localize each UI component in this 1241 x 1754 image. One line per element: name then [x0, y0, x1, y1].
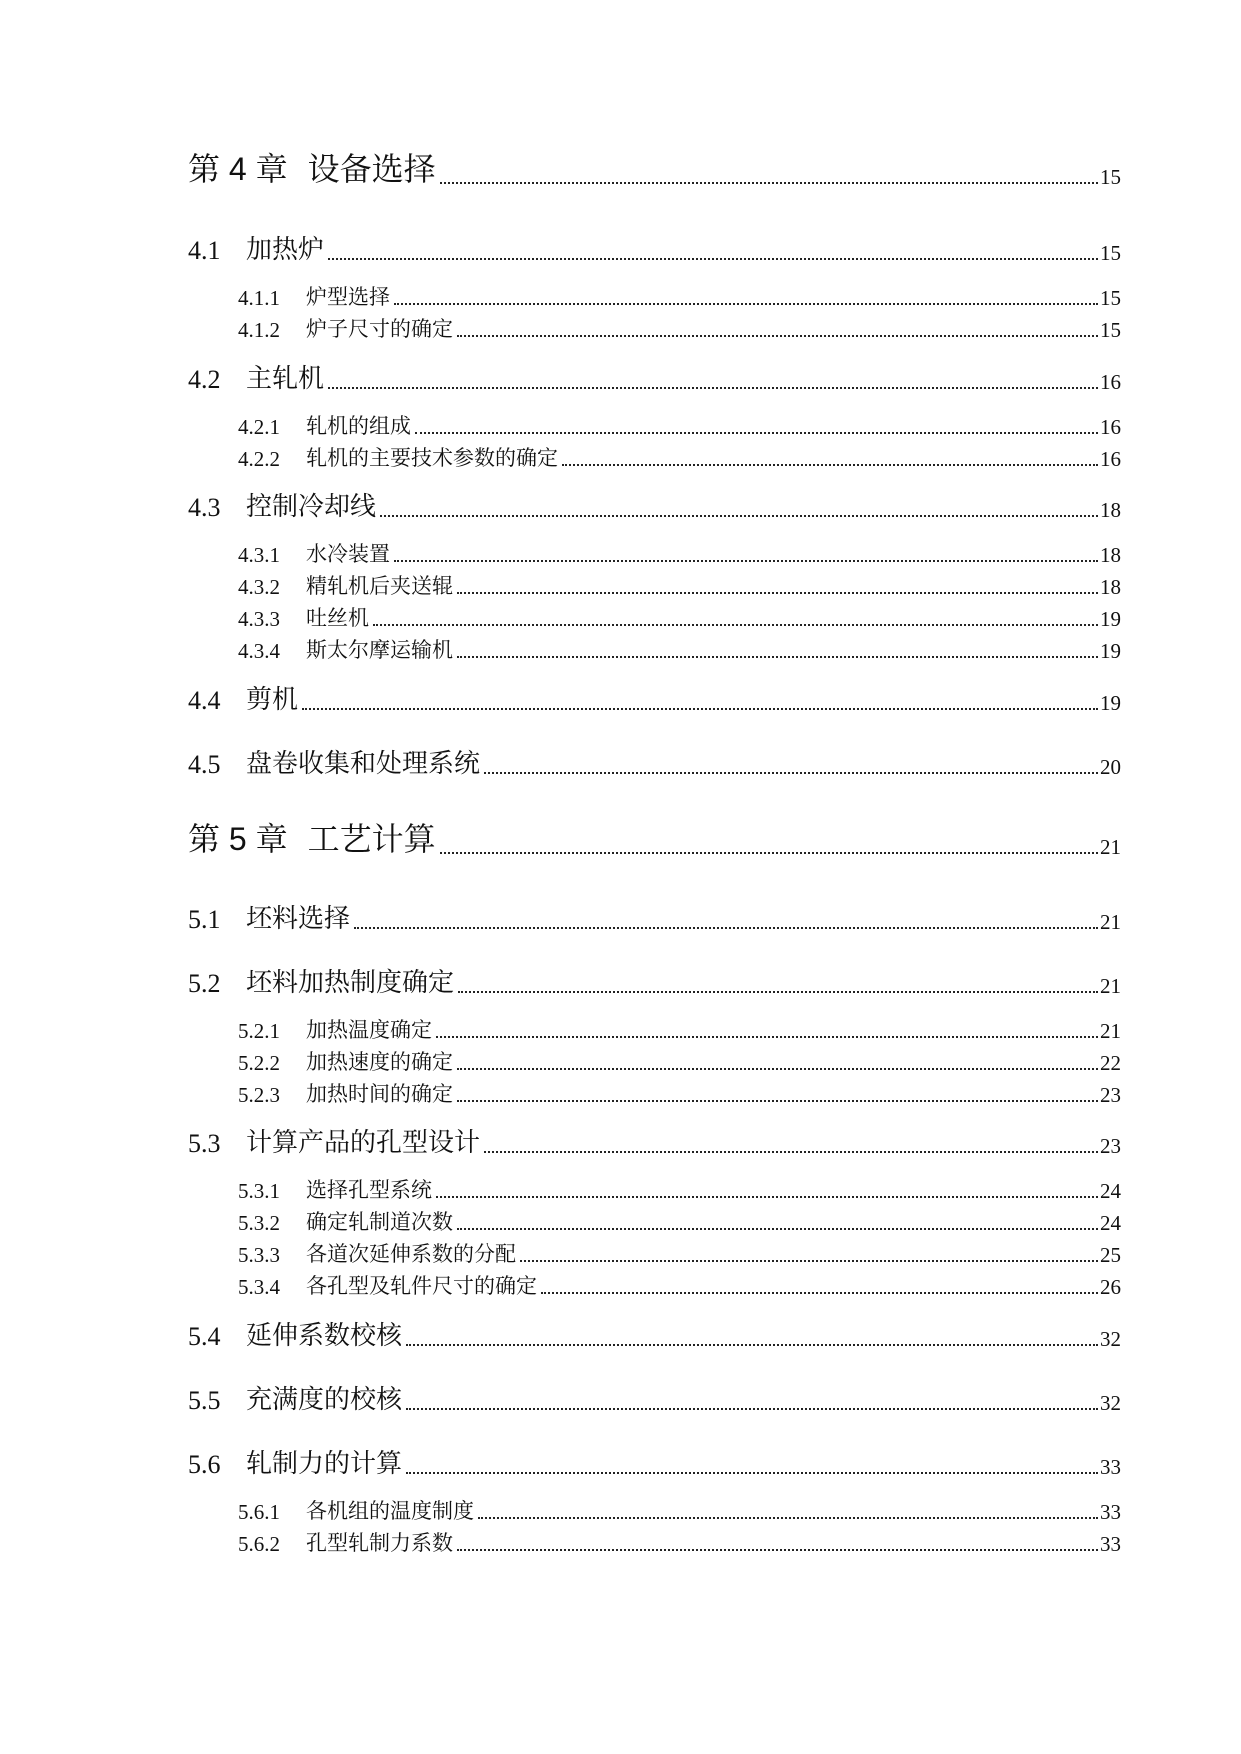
toc-entry[interactable] [238, 445, 1121, 472]
dot-leader [328, 386, 1098, 389]
toc-entry-page: 24 [1100, 1211, 1121, 1235]
toc-entry[interactable] [238, 1049, 1121, 1076]
dot-leader [354, 926, 1098, 929]
dot-leader [380, 514, 1098, 517]
toc-entry[interactable] [188, 363, 1121, 395]
toc-entry-number: 5.6.2 [238, 1532, 280, 1556]
toc-entry[interactable] [188, 903, 1121, 935]
toc-entry-page: 32 [1100, 1391, 1121, 1415]
toc-entry[interactable] [238, 573, 1121, 600]
toc-entry-number: 4.5 [188, 750, 221, 779]
toc-entry[interactable] [188, 1448, 1121, 1480]
toc-entry-title: 盘卷收集和处理系统 [246, 749, 481, 779]
toc-entry[interactable] [188, 822, 1121, 860]
toc-entry[interactable] [188, 491, 1121, 523]
toc-entry[interactable] [238, 541, 1121, 568]
dot-leader [484, 771, 1098, 774]
toc-entry-page: 23 [1100, 1083, 1121, 1107]
toc-entry-title: 各机组的温度制度 [306, 1499, 474, 1523]
toc-entry-page: 15 [1100, 286, 1121, 310]
toc-entry-title: 轧制力的计算 [246, 1449, 403, 1479]
toc-entry[interactable] [188, 152, 1121, 190]
toc-entry-title: 设备选择 [307, 150, 436, 188]
toc-entry-number: 4.4 [188, 686, 221, 715]
toc-entry-page: 25 [1100, 1243, 1121, 1267]
toc-entry-page: 16 [1100, 415, 1121, 439]
toc-entry-page: 21 [1100, 910, 1121, 934]
dot-leader [406, 1343, 1098, 1346]
toc-entry-title: 水冷装置 [306, 542, 390, 566]
toc-entry-title: 加热时间的确定 [306, 1082, 453, 1106]
toc-entry-number: 5.3.3 [238, 1243, 280, 1267]
toc-entry-title: 炉子尺寸的确定 [306, 317, 453, 341]
toc-entry-page: 18 [1100, 498, 1121, 522]
toc-entry-title: 控制冷却线 [246, 492, 377, 522]
toc-entry-number: 5.6.1 [238, 1500, 280, 1524]
dot-leader [436, 1035, 1098, 1038]
toc-entry-number: 5.4 [188, 1322, 221, 1351]
toc-entry[interactable] [188, 684, 1121, 716]
toc-entry-title: 斯太尔摩运输机 [306, 638, 453, 662]
toc-entry-page: 23 [1100, 1134, 1121, 1158]
toc-entry-title: 炉型选择 [306, 285, 390, 309]
toc-entry-title: 各孔型及轧件尺寸的确定 [306, 1274, 537, 1298]
dot-leader [457, 1067, 1098, 1070]
toc-entry-number: 4.3.4 [238, 639, 280, 663]
toc-entry-page: 32 [1100, 1327, 1121, 1351]
toc-entry-page: 18 [1100, 575, 1121, 599]
dot-leader [457, 1548, 1098, 1551]
toc-entry-number: 第 5 章 [188, 821, 288, 857]
toc-entry-number: 4.1.1 [238, 286, 280, 310]
toc-entry-title: 工艺计算 [307, 820, 436, 858]
toc-entry-page: 19 [1100, 607, 1121, 631]
toc-entry[interactable] [188, 967, 1121, 999]
dot-leader [541, 1291, 1098, 1294]
toc-entry[interactable] [188, 1384, 1121, 1416]
toc-entry-page: 20 [1100, 755, 1121, 779]
toc-entry-number: 4.3.1 [238, 543, 280, 567]
toc-entry[interactable] [238, 1017, 1121, 1044]
toc-entry[interactable] [238, 1177, 1121, 1204]
dot-leader [436, 1195, 1098, 1198]
toc-entry-page: 15 [1100, 318, 1121, 342]
toc-entry-title: 坯料加热制度确定 [246, 968, 455, 998]
toc-entry-page: 33 [1100, 1532, 1121, 1556]
toc-entry-title: 剪机 [246, 685, 299, 715]
toc-entry-number: 4.2 [188, 365, 221, 394]
toc-entry-number: 5.1 [188, 905, 221, 934]
toc-entry-page: 19 [1100, 639, 1121, 663]
toc-entry-page: 22 [1100, 1051, 1121, 1075]
toc-entry-number: 5.3.1 [238, 1179, 280, 1203]
toc-entry-title: 吐丝机 [306, 606, 369, 630]
toc-entry-number: 5.2 [188, 969, 221, 998]
toc-entry-page: 16 [1100, 370, 1121, 394]
toc-entry-page: 26 [1100, 1275, 1121, 1299]
toc-entry-title: 加热炉 [246, 235, 325, 265]
toc-entry-title: 孔型轧制力系数 [306, 1531, 453, 1555]
dot-leader [328, 257, 1098, 260]
toc-entry-number: 5.2.2 [238, 1051, 280, 1075]
dot-leader [415, 431, 1098, 434]
toc-entry-number: 5.3 [188, 1129, 221, 1158]
toc-entry-number: 5.3.4 [238, 1275, 280, 1299]
dot-leader [457, 1227, 1098, 1230]
toc-entry[interactable] [238, 605, 1121, 632]
dot-leader [302, 707, 1098, 710]
toc-entry-page: 15 [1100, 241, 1121, 265]
toc-entry-number: 5.2.3 [238, 1083, 280, 1107]
toc-entry-page: 21 [1100, 1019, 1121, 1043]
toc-entry-title: 延伸系数校核 [246, 1321, 403, 1351]
toc-entry-title: 轧机的组成 [306, 414, 411, 438]
toc-entry-number: 4.3.2 [238, 575, 280, 599]
toc-entry-number: 第 4 章 [188, 151, 288, 187]
toc-entry-title: 加热温度确定 [306, 1018, 432, 1042]
toc-entry-number: 4.3 [188, 493, 221, 522]
toc-entry-number: 4.2.2 [238, 447, 280, 471]
dot-leader [440, 851, 1098, 854]
toc-entry[interactable] [188, 234, 1121, 266]
toc-entry-title: 加热速度的确定 [306, 1050, 453, 1074]
toc-entry-number: 4.3.3 [238, 607, 280, 631]
toc-entry[interactable] [238, 1209, 1121, 1236]
toc-entry-page: 21 [1100, 974, 1121, 998]
toc-entry-page: 16 [1100, 447, 1121, 471]
toc-entry[interactable] [238, 316, 1121, 343]
toc-entry-page: 24 [1100, 1179, 1121, 1203]
toc-entry-number: 5.6 [188, 1450, 221, 1479]
toc-entry-title: 各道次延伸系数的分配 [306, 1242, 516, 1266]
toc-entry-number: 5.2.1 [238, 1019, 280, 1043]
toc-entry[interactable] [238, 1241, 1121, 1268]
dot-leader [484, 1150, 1098, 1153]
toc-entry[interactable] [238, 413, 1121, 440]
dot-leader [406, 1407, 1098, 1410]
toc-entry-page: 33 [1100, 1455, 1121, 1479]
toc-entry[interactable] [238, 1081, 1121, 1108]
dot-leader [520, 1259, 1098, 1262]
toc-entry-title: 轧机的主要技术参数的确定 [306, 446, 558, 470]
toc-entry[interactable] [238, 1273, 1121, 1300]
toc-entry[interactable] [238, 284, 1121, 311]
dot-leader [478, 1516, 1098, 1519]
dot-leader [562, 463, 1098, 466]
toc-entry-number: 4.1.2 [238, 318, 280, 342]
toc-entry[interactable] [238, 637, 1121, 664]
toc-entry-title: 精轧机后夹送辊 [306, 574, 453, 598]
toc-entry[interactable] [188, 1127, 1121, 1159]
dot-leader [457, 1099, 1098, 1102]
dot-leader [373, 623, 1098, 626]
dot-leader [440, 181, 1098, 184]
dot-leader [457, 591, 1098, 594]
toc-entry-number: 5.5 [188, 1386, 221, 1415]
toc-entry[interactable] [238, 1498, 1121, 1525]
toc-entry-title: 确定轧制道次数 [306, 1210, 453, 1234]
dot-leader [458, 990, 1098, 993]
toc-entry[interactable] [238, 1530, 1121, 1557]
toc-entry-page: 18 [1100, 543, 1121, 567]
toc-entry-page: 33 [1100, 1500, 1121, 1524]
toc-entry[interactable] [188, 748, 1121, 780]
dot-leader [394, 559, 1098, 562]
toc-entry-number: 4.1 [188, 236, 221, 265]
toc-entry-title: 充满度的校核 [246, 1385, 403, 1415]
dot-leader [457, 655, 1098, 658]
dot-leader [394, 302, 1098, 305]
dot-leader [457, 334, 1098, 337]
toc-entry-page: 19 [1100, 691, 1121, 715]
toc-entry[interactable] [188, 1320, 1121, 1352]
toc-entry-title: 选择孔型系统 [306, 1178, 432, 1202]
toc-entry-title: 主轧机 [246, 364, 325, 394]
toc-entry-number: 5.3.2 [238, 1211, 280, 1235]
toc-entry-page: 15 [1100, 165, 1121, 189]
toc-entry-title: 坯料选择 [246, 904, 351, 934]
toc-entry-number: 4.2.1 [238, 415, 280, 439]
toc-entry-page: 21 [1100, 835, 1121, 859]
toc-entry-title: 计算产品的孔型设计 [246, 1128, 481, 1158]
dot-leader [406, 1471, 1098, 1474]
